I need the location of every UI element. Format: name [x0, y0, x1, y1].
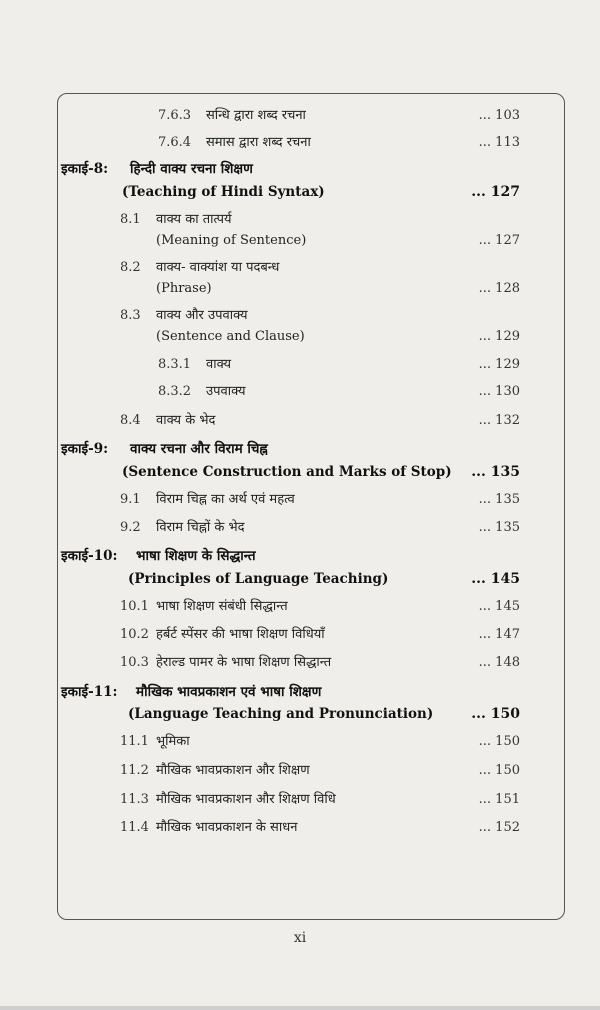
toc-entry-7-6-4[interactable]	[58, 131, 564, 155]
toc-entry-11-3[interactable]	[58, 788, 564, 812]
section-title: विराम चिह्नों के भेद	[156, 520, 245, 535]
section-title: सन्धि द्वारा शब्द रचना	[206, 108, 306, 123]
unit-english-title: (Principles of Language Teaching)	[128, 571, 389, 587]
section-title: समास द्वारा शब्द रचना	[206, 135, 311, 150]
section-number: 7.6.4	[158, 135, 192, 150]
unit-english-title: (Sentence Construction and Marks of Stop)	[122, 464, 452, 480]
section-number: 10.2	[120, 627, 149, 642]
page-reference: ... 135	[478, 520, 520, 535]
page-reference: ... 132	[478, 413, 520, 428]
page-reference: ... 103	[478, 108, 520, 123]
unit-10-heading[interactable]	[58, 544, 564, 568]
page-reference: ... 148	[478, 655, 520, 670]
unit-11-heading[interactable]	[58, 680, 564, 704]
page-reference: ... 150	[471, 706, 520, 722]
section-number: 8.4	[120, 413, 141, 428]
section-title: मौखिक भावप्रकाशन के साधन	[156, 820, 298, 835]
section-number: 9.2	[120, 520, 141, 535]
section-title: वाक्य- वाक्यांश या पदबन्ध	[156, 260, 280, 275]
unit-label: इकाई-9:	[61, 441, 109, 457]
toc-entry-11-4[interactable]	[58, 816, 564, 840]
page-reference: ... 150	[478, 763, 520, 778]
page-reference: ... 129	[478, 329, 520, 344]
toc-entry-8-4[interactable]	[58, 409, 564, 433]
unit-title: हिन्दी वाक्य रचना शिक्षण	[130, 161, 253, 177]
toc-entry-10-3[interactable]	[58, 651, 564, 675]
unit-10-english-title[interactable]	[58, 567, 564, 591]
section-number: 8.1	[120, 212, 141, 227]
section-number: 8.3.2	[158, 384, 192, 399]
unit-8-english-title[interactable]	[58, 180, 564, 204]
toc-entry-8-3-subtitle[interactable]	[58, 325, 564, 349]
section-number: 8.3	[120, 308, 141, 323]
section-title: हेराल्ड पामर के भाषा शिक्षण सिद्धान्त	[156, 655, 332, 670]
section-title: भाषा शिक्षण संबंधी सिद्धान्त	[156, 599, 288, 614]
unit-9-heading[interactable]	[58, 437, 564, 461]
section-subtitle: (Meaning of Sentence)	[156, 233, 307, 248]
section-title: मौखिक भावप्रकाशन और शिक्षण विधि	[156, 792, 336, 807]
unit-9-english-title[interactable]	[58, 460, 564, 484]
toc-entry-8-3-1[interactable]	[58, 353, 564, 377]
toc-entry-9-2[interactable]	[58, 516, 564, 540]
toc-entry-8-2-subtitle[interactable]	[58, 277, 564, 301]
unit-title: भाषा शिक्षण के सिद्धान्त	[136, 548, 256, 564]
toc-entry-10-1[interactable]	[58, 595, 564, 619]
unit-label: इकाई-11:	[61, 684, 118, 700]
page-reference: ... 113	[478, 135, 520, 150]
toc-entry-10-2[interactable]	[58, 623, 564, 647]
section-number: 9.1	[120, 492, 141, 507]
unit-english-title: (Teaching of Hindi Syntax)	[122, 184, 325, 200]
unit-label: इकाई-8:	[61, 161, 109, 177]
page-edge-divider	[0, 1006, 600, 1010]
toc-entry-7-6-3[interactable]	[58, 104, 564, 128]
unit-title: वाक्य रचना और विराम चिह्न	[130, 441, 268, 457]
section-title: वाक्य और उपवाक्य	[156, 308, 248, 323]
page-reference: ... 129	[478, 357, 520, 372]
section-title: वाक्य	[206, 357, 232, 372]
section-title: मौखिक भावप्रकाशन और शिक्षण	[156, 763, 310, 778]
section-title: उपवाक्य	[206, 384, 246, 399]
page-reference: ... 135	[478, 492, 520, 507]
toc-entry-8-1-subtitle[interactable]	[58, 229, 564, 253]
unit-8-heading[interactable]	[58, 157, 564, 181]
section-title: विराम चिह्न का अर्थ एवं महत्व	[156, 492, 295, 507]
section-number: 10.1	[120, 599, 149, 614]
page-reference: ... 150	[478, 734, 520, 749]
section-title: वाक्य के भेद	[156, 413, 216, 428]
section-number: 11.3	[120, 792, 149, 807]
page-reference: ... 128	[478, 281, 520, 296]
page-reference: ... 135	[471, 464, 520, 480]
page-reference: ... 147	[478, 627, 520, 642]
page-reference: ... 145	[478, 599, 520, 614]
section-number: 11.2	[120, 763, 149, 778]
page-reference: ... 127	[471, 184, 520, 200]
contents-frame	[57, 93, 565, 920]
page-reference: ... 127	[478, 233, 520, 248]
section-number: 11.4	[120, 820, 149, 835]
page-reference: ... 152	[478, 820, 520, 835]
toc-entry-11-2[interactable]	[58, 759, 564, 783]
section-number: 8.2	[120, 260, 141, 275]
section-number: 11.1	[120, 734, 149, 749]
section-subtitle: (Sentence and Clause)	[156, 329, 305, 344]
section-number: 10.3	[120, 655, 149, 670]
unit-title: मौखिक भावप्रकाशन एवं भाषा शिक्षण	[136, 684, 322, 700]
unit-11-english-title[interactable]	[58, 702, 564, 726]
section-subtitle: (Phrase)	[156, 281, 212, 296]
unit-english-title: (Language Teaching and Pronunciation)	[128, 706, 434, 722]
page-reference: ... 130	[478, 384, 520, 399]
page-reference: ... 151	[478, 792, 520, 807]
page-reference: ... 145	[471, 571, 520, 587]
toc-entry-8-3-2[interactable]	[58, 380, 564, 404]
section-title: भूमिका	[156, 734, 190, 749]
section-title: हर्बर्ट स्पेंसर की भाषा शिक्षण विधियाँ	[156, 627, 325, 642]
section-number: 7.6.3	[158, 108, 192, 123]
section-number: 8.3.1	[158, 357, 192, 372]
unit-label: इकाई-10:	[61, 548, 118, 564]
toc-entry-9-1[interactable]	[58, 488, 564, 512]
section-title: वाक्य का तात्पर्य	[156, 212, 232, 227]
page-number: xi	[293, 930, 307, 946]
toc-entry-11-1[interactable]	[58, 730, 564, 754]
